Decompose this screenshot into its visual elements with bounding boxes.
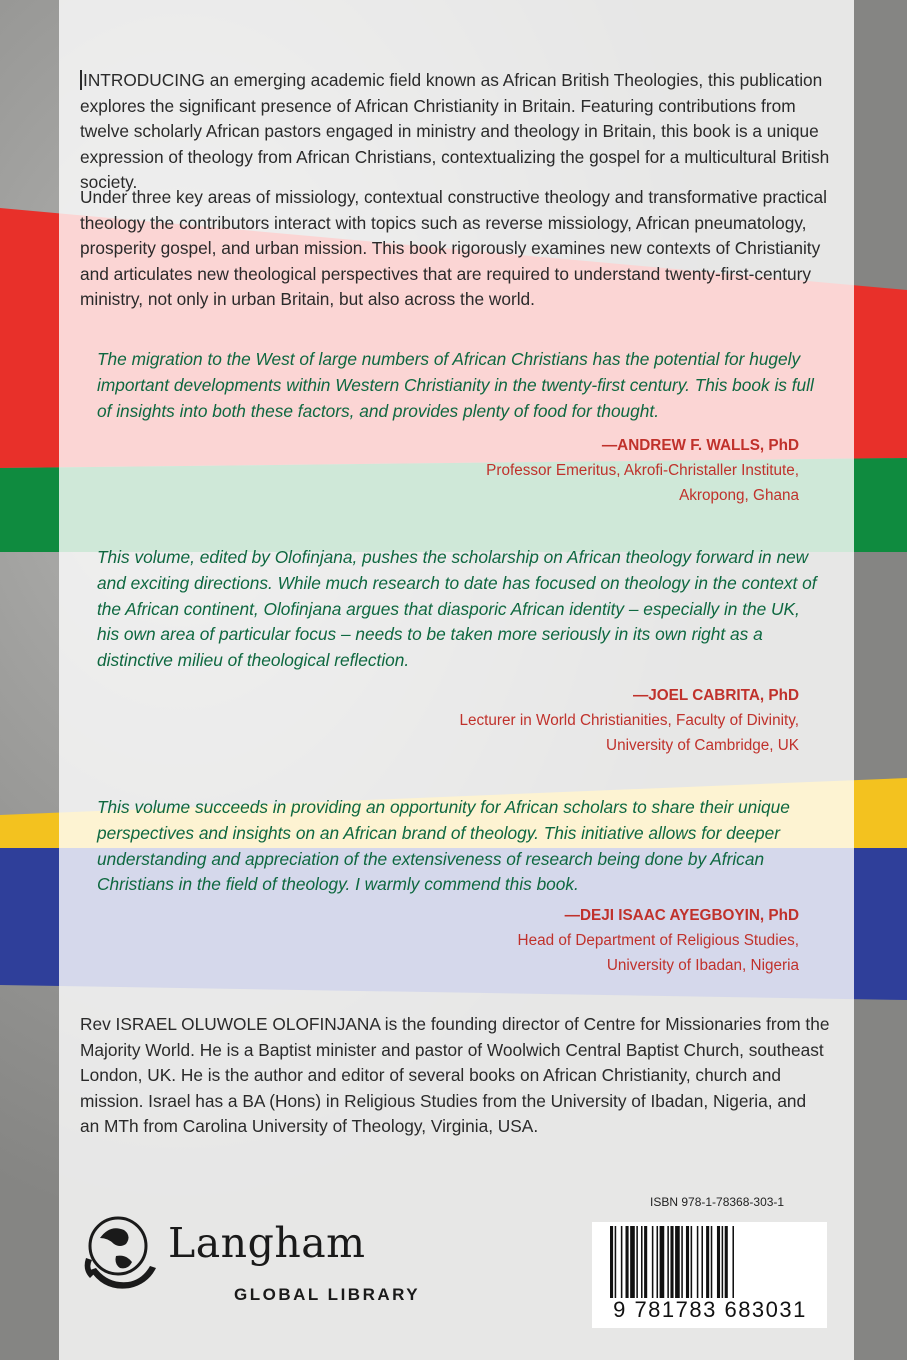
publisher-subtitle: GLOBAL LIBRARY	[234, 1285, 421, 1304]
barcode-number: 9 781783 683031	[613, 1297, 807, 1322]
endorser-name-2: —JOEL CABRITA, PhD	[632, 687, 799, 704]
barcode-bar	[725, 1226, 728, 1298]
barcode-bar	[697, 1226, 699, 1298]
summary-paragraph: Under three key areas of missiology, contextual constructive theology and transformative practical theology the contributors interact with topics such as reverse missiology, African pneumatology, prosperity gospel, and urban mission. This book rigorously examines new contexts of Christianity and articulates new theological perspectives that are required to understand twenty-first-century ministry, not only in urban Britain, but also across the world.	[80, 187, 827, 309]
barcode-bar	[641, 1226, 643, 1298]
endorsement-quote-3: This volume succeeds in providing an opportunity for African scholars to share their unique perspectives and insights on an African brand of theology. This initiative allows for deeper understanding and appreciation of the extensiveness of research being done by African Christians in the field of theology. I warmly commend this book.	[97, 797, 790, 895]
barcode-bar	[706, 1226, 709, 1298]
barcode-bar	[675, 1226, 680, 1298]
barcode-bar	[691, 1226, 693, 1298]
endorser-title-2b: University of Cambridge, UK	[606, 737, 799, 754]
barcode-bar	[657, 1226, 659, 1298]
barcode-bar	[681, 1226, 683, 1298]
endorsement-quote-1: The migration to the West of large numbers of African Christians has the potential for hugely important developments within Western Christianity in the twenty-first century. This book is full of insights into both these factors, and provides plenty of food for thought.	[97, 349, 814, 421]
author-bio: Rev ISRAEL OLUWOLE OLOFINJANA is the founding director of Centre for Missionaries from the Majority World. He is a Baptist minister and pastor of Woolwich Central Baptist Church, southeast London, UK. He is the author and editor of several books on African Christianity, church and mission. Israel has a BA (Hons) in Religious Studies from the University of Ibadan, Nigeria, and an MTh from Carolina University of Theology, Virginia, USA.	[80, 1014, 830, 1136]
intro-dropcap: I	[80, 70, 88, 90]
isbn-label: ISBN 978-1-78368-303-1	[650, 1195, 785, 1209]
publisher-name: Langham	[168, 1219, 366, 1267]
barcode-bar	[630, 1226, 635, 1298]
endorsement-attribution-2	[460, 683, 799, 758]
barcode-bar	[686, 1226, 689, 1298]
endorser-name-3: —DEJI ISAAC AYEGBOYIN, PhD	[564, 907, 799, 924]
barcode-bar	[621, 1226, 623, 1298]
barcode-bar	[732, 1226, 734, 1298]
endorser-name-1: —ANDREW F. WALLS, PhD	[601, 437, 799, 454]
endorser-title-1b: Akropong, Ghana	[679, 487, 799, 504]
barcode-bar	[667, 1226, 669, 1298]
barcode-bar	[711, 1226, 713, 1298]
intro-paragraph	[80, 68, 830, 196]
endorsement-attribution-1	[486, 433, 799, 508]
barcode-bar	[644, 1226, 647, 1298]
barcode-bar	[636, 1226, 638, 1298]
barcode-bar	[701, 1226, 703, 1298]
barcode-bar	[717, 1226, 720, 1298]
barcode-bar	[722, 1226, 724, 1298]
endorser-title-1a: Professor Emeritus, Akrofi-Christaller Institute,	[486, 462, 799, 479]
endorsement-quote-2: This volume, edited by Olofinjana, pushes the scholarship on African theology forward in new and exciting directions. While much research to date has focused on theology in the context of the African continent, Olofinjana argues that diasporic African identity – especially in the UK, his own area of particular focus – needs to be taken more seriously in its own right as a distinctive milieu of theological reflection.	[97, 547, 817, 671]
barcode-bar	[652, 1226, 654, 1298]
barcode-bar	[610, 1226, 613, 1298]
barcode-bar	[660, 1226, 665, 1298]
endorser-title-2a: Lecturer in World Christianities, Faculty of Divinity,	[459, 712, 799, 729]
barcode	[608, 1226, 820, 1298]
endorser-title-3b: University of Ibadan, Nigeria	[606, 957, 799, 974]
barcode-bar	[670, 1226, 673, 1298]
barcode-bar	[626, 1226, 629, 1298]
intro-text: NTRODUCING an emerging academic field known as African British Theologies, this publication explores the significant presence of African Christianity in Britain. Featuring contributions from twelve scholarly African pastors engaged in ministry and theology in Britain, this book is a unique expression of theology from African Christians, contextualizing the gospel for a multicultural British society.	[80, 70, 830, 192]
endorser-title-3a: Head of Department of Religious Studies,	[517, 932, 799, 949]
barcode-bar	[615, 1226, 617, 1298]
endorsement-attribution-3	[518, 903, 799, 978]
